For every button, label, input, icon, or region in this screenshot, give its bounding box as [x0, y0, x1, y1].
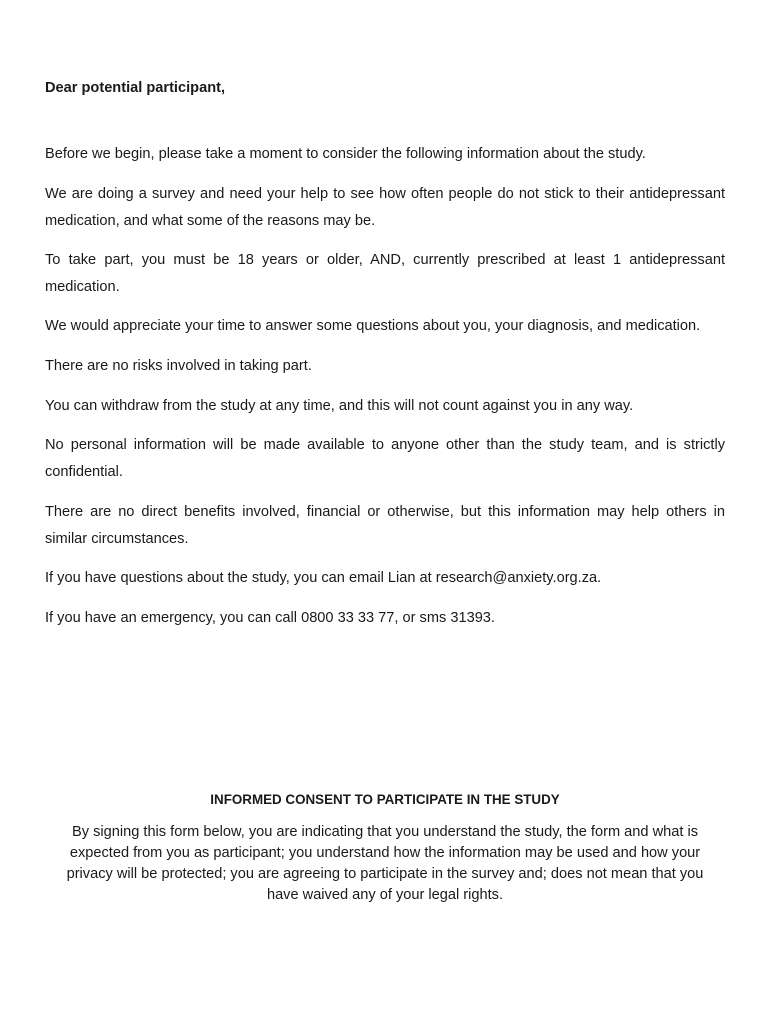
paragraph-eligibility: To take part, you must be 18 years or older, AND, currently prescribed at least 1 antidepressant medication. — [45, 252, 725, 295]
consent-text: By signing this form below, you are indicating that you understand the study, the form and what is expected from you as participant; you understand how the information may be used and how your privacy will be protected; you are agreeing to participate in the survey and; does not mean that you have waived any of your legal rights. — [66, 824, 704, 903]
paragraph-withdraw: You can withdraw from the study at any time, and this will not count against you in any way. — [45, 398, 634, 414]
paragraph-emergency: If you have an emergency, you can call 0800 33 33 77, or sms 31393. — [45, 610, 495, 626]
paragraph-confidential: No personal information will be made available to anyone other than the study team, and is strictly confidential. — [45, 437, 725, 480]
paragraph-contact-email: If you have questions about the study, you can email Lian at research@anxiety.org.za. — [45, 570, 602, 586]
paragraph-benefits: There are no direct benefits involved, financial or otherwise, but this information may help others in similar circumstances. — [45, 504, 725, 547]
greeting: Dear potential participant, — [45, 80, 226, 96]
paragraph-risks: There are no risks involved in taking part. — [45, 358, 312, 374]
consent-title: INFORMED CONSENT TO PARTICIPATE IN THE STUDY — [210, 792, 560, 807]
paragraph-questions: We would appreciate your time to answer some questions about you, your diagnosis, and medication. — [45, 318, 701, 334]
paragraph-intro: Before we begin, please take a moment to consider the following information about the study. — [45, 146, 646, 162]
paragraph-survey-purpose: We are doing a survey and need your help to see how often people do not stick to their antidepressant medication, and what some of the reasons may be. — [45, 186, 725, 229]
